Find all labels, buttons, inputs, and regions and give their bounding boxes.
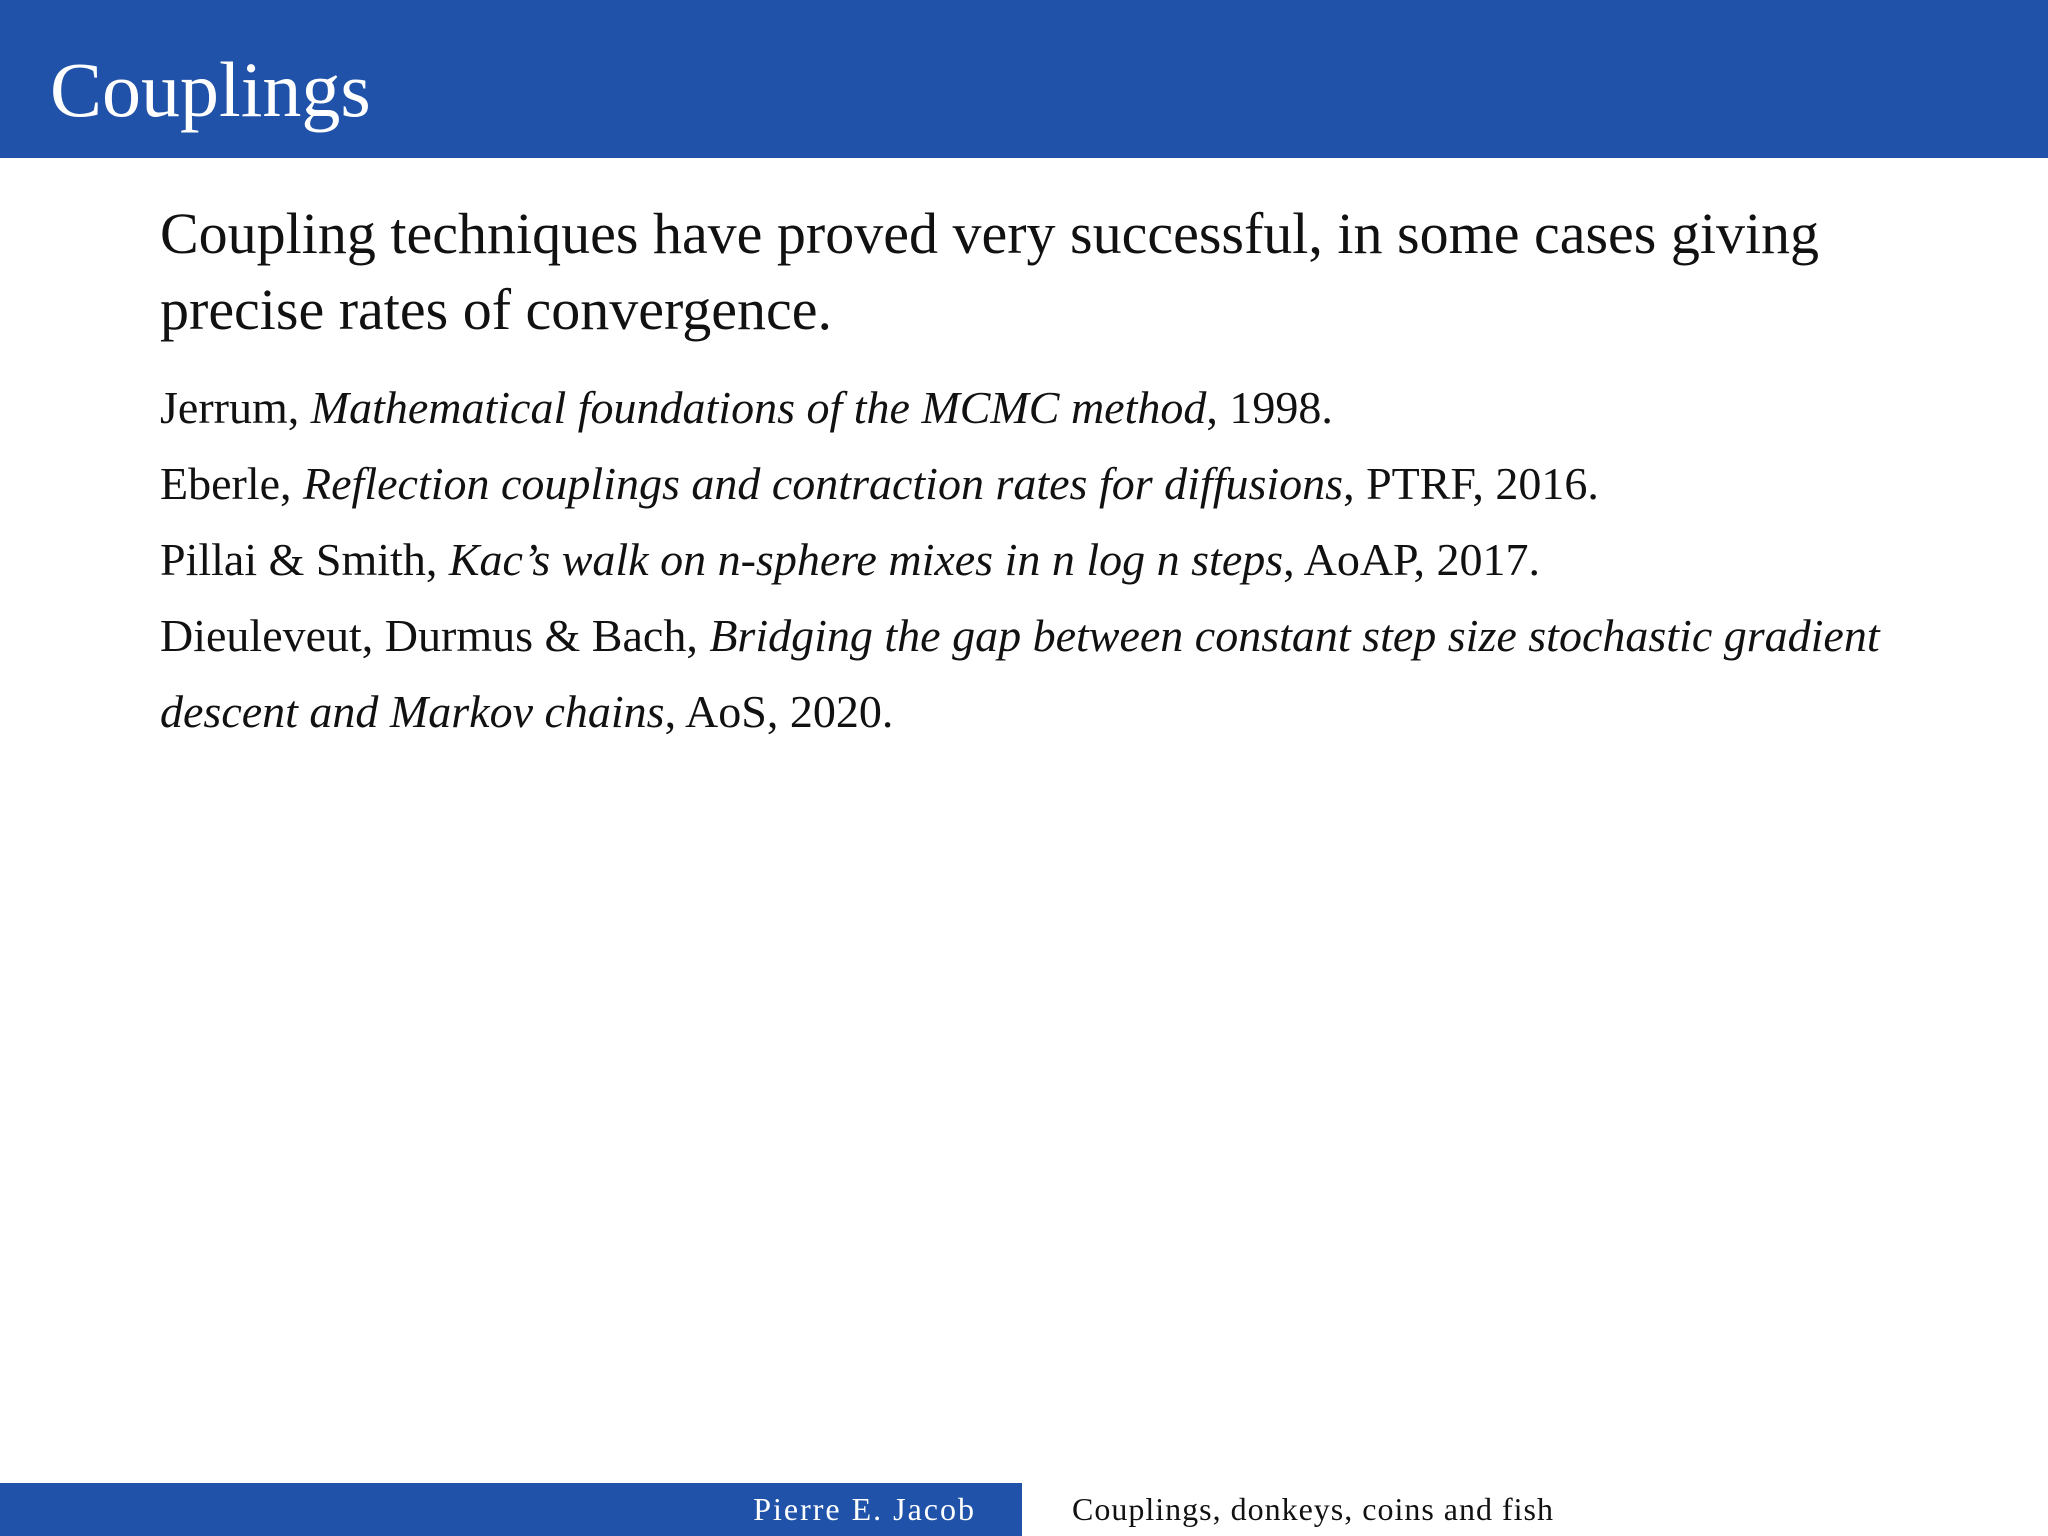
footer-talk-title: Couplings, donkeys, coins and fish	[1072, 1491, 1554, 1527]
slide-title: Couplings	[50, 46, 371, 133]
reference-venue: , AoAP, 2017.	[1283, 534, 1541, 585]
reference-item-jerrum	[160, 370, 1900, 446]
reference-authors: Eberle,	[160, 458, 304, 509]
footer-author-bar	[0, 1483, 1022, 1536]
reference-title: Bridging the gap between constant step size stochastic gradient descent and Markov chains	[160, 610, 1880, 737]
reference-venue: , AoS, 2020.	[664, 686, 894, 737]
reference-item-dieuleveut-durmus-bach	[160, 598, 1900, 750]
reference-title: Kac’s walk on n-sphere mixes in n log n steps	[448, 534, 1284, 585]
reference-authors: Dieuleveut, Durmus & Bach,	[160, 610, 710, 661]
reference-title: Reflection couplings and contraction rates for diffusions	[303, 458, 1344, 509]
header-bar	[0, 0, 2048, 158]
reference-title: Mathematical foundations of the MCMC method	[310, 382, 1207, 433]
reference-venue: , 1998.	[1206, 382, 1333, 433]
reference-venue: , PTRF, 2016.	[1343, 458, 1599, 509]
reference-item-eberle	[160, 446, 1900, 522]
slide-content	[160, 196, 1900, 750]
footer-title-bar	[1022, 1483, 2048, 1536]
footer-author: Pierre E. Jacob	[753, 1491, 976, 1527]
reference-authors: Jerrum,	[160, 382, 311, 433]
reference-item-pillai-smith	[160, 522, 1900, 598]
reference-authors: Pillai & Smith,	[160, 534, 449, 585]
intro-text: Coupling techniques have proved very successful, in some cases giving precise rates of convergence.	[160, 201, 1820, 342]
